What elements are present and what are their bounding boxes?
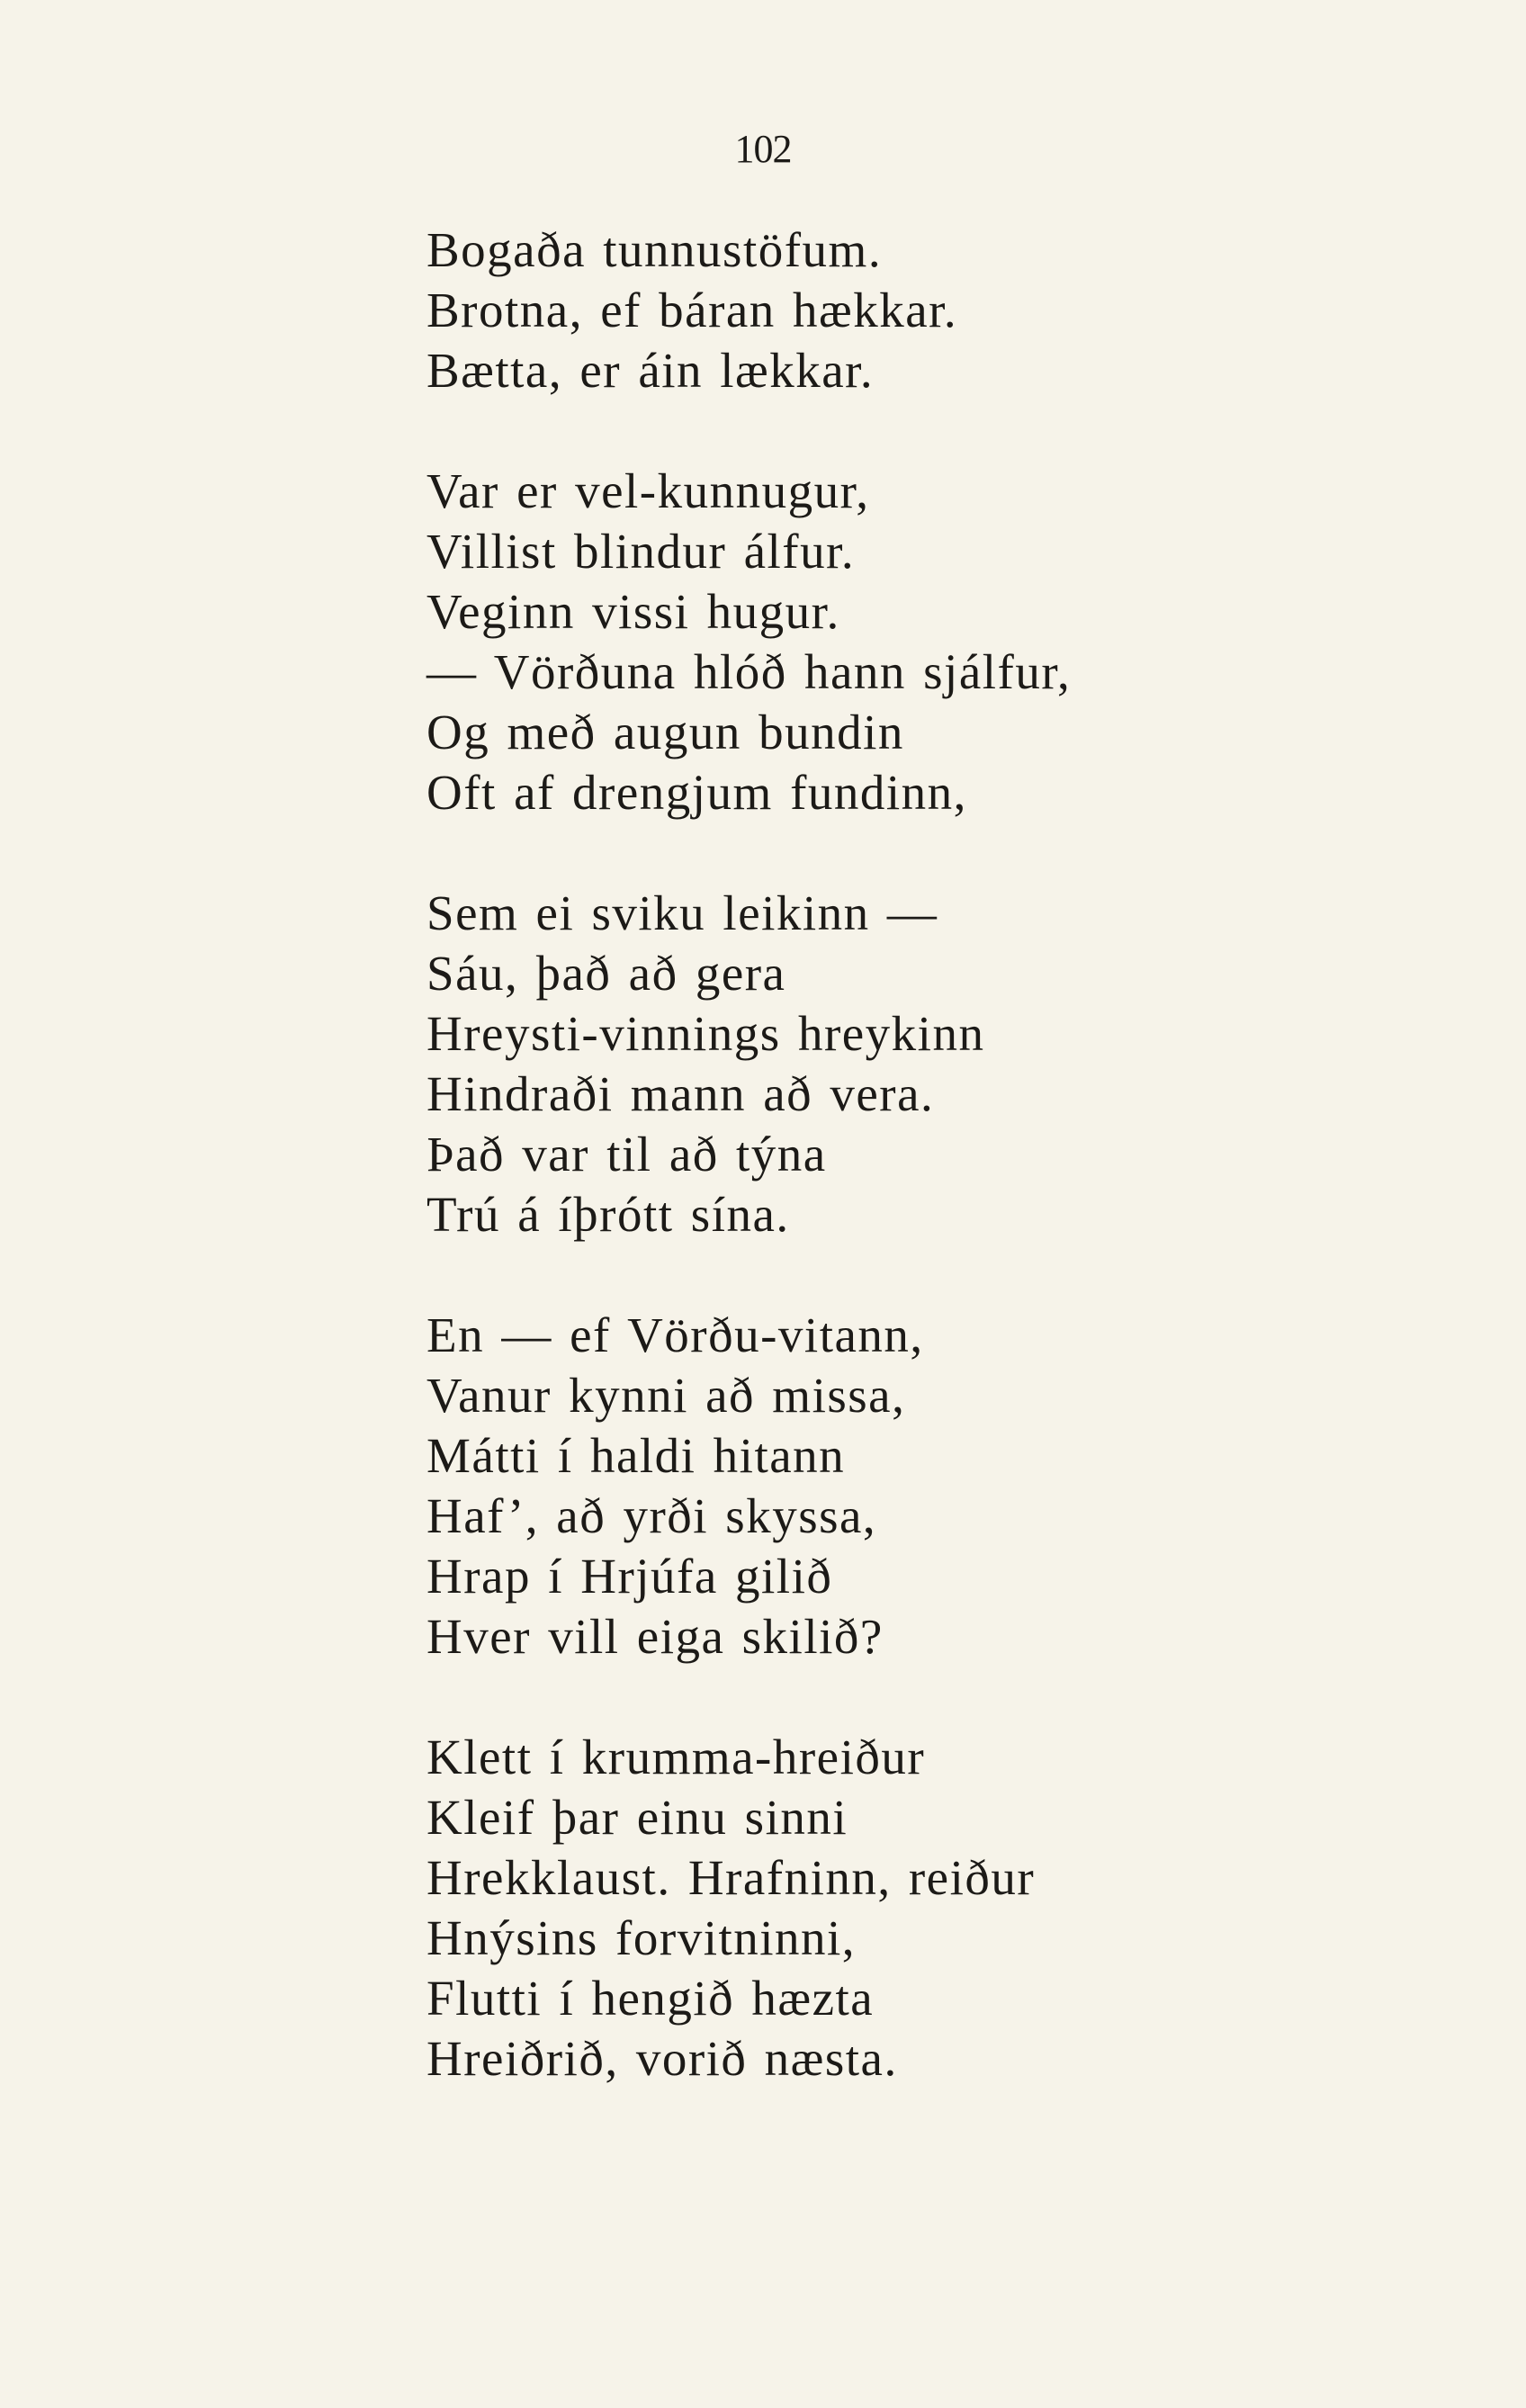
poem-line: Það var til að týna [426,1127,827,1182]
poem-line: Hreiðrið, vorið næsta. [426,2031,898,2086]
page-number: 102 [734,127,792,171]
poem-line: Kleif þar einu sinni [426,1790,848,1845]
poem-line: Sem ei sviku leikinn — [426,885,938,940]
poem-line: Villist blindur álfur. [426,524,856,579]
stanza-5 [426,1727,1488,2089]
poem-line: Mátti í haldi hitann [426,1428,846,1483]
poem [426,220,1488,2149]
poem-line: Vanur kynni að missa, [426,1368,906,1423]
poem-line: Hver vill eiga skilið? [426,1609,884,1664]
poem-line: Hnýsins forvitninni, [426,1910,857,1965]
stanza-2 [426,461,1488,822]
stanza-3 [426,883,1488,1244]
poem-line: Hrap í Hrjúfa gilið [426,1549,833,1604]
poem-line: Hrekklaust. Hrafninn, reiður [426,1850,1036,1905]
poem-line: — Vörðuna hlóð hann sjálfur, [426,644,1072,699]
stanza-4 [426,1305,1488,1667]
poem-line: Var er vel-kunnugur, [426,463,870,518]
poem-line: En — ef Vörðu-vitann, [426,1307,924,1362]
poem-line: Veginn vissi hugur. [426,584,840,639]
poem-line: Sáu, það að gera [426,946,786,1001]
poem-line: Oft af drengjum fundinn, [426,765,967,820]
poem-line: Trú á íþrótt sína. [426,1187,790,1242]
poem-line: Brotna, ef báran hækkar. [426,283,958,337]
poem-line: Flutti í hengið hæzta [426,1971,875,2026]
poem-line: Klett í krumma-hreiður [426,1730,926,1784]
poem-line: Og með augun bundin [426,705,904,759]
poem-line: Hindraði mann að vera. [426,1066,935,1121]
poem-line: Bogaða tunnustöfum. [426,222,883,277]
poem-line: Bætta, er áin lækkar. [426,343,875,398]
poem-line: Haf’, að yrði skyssa, [426,1488,877,1543]
poem-line: Hreysti-vinnings hreykinn [426,1006,985,1061]
stanza-1 [426,220,1488,400]
